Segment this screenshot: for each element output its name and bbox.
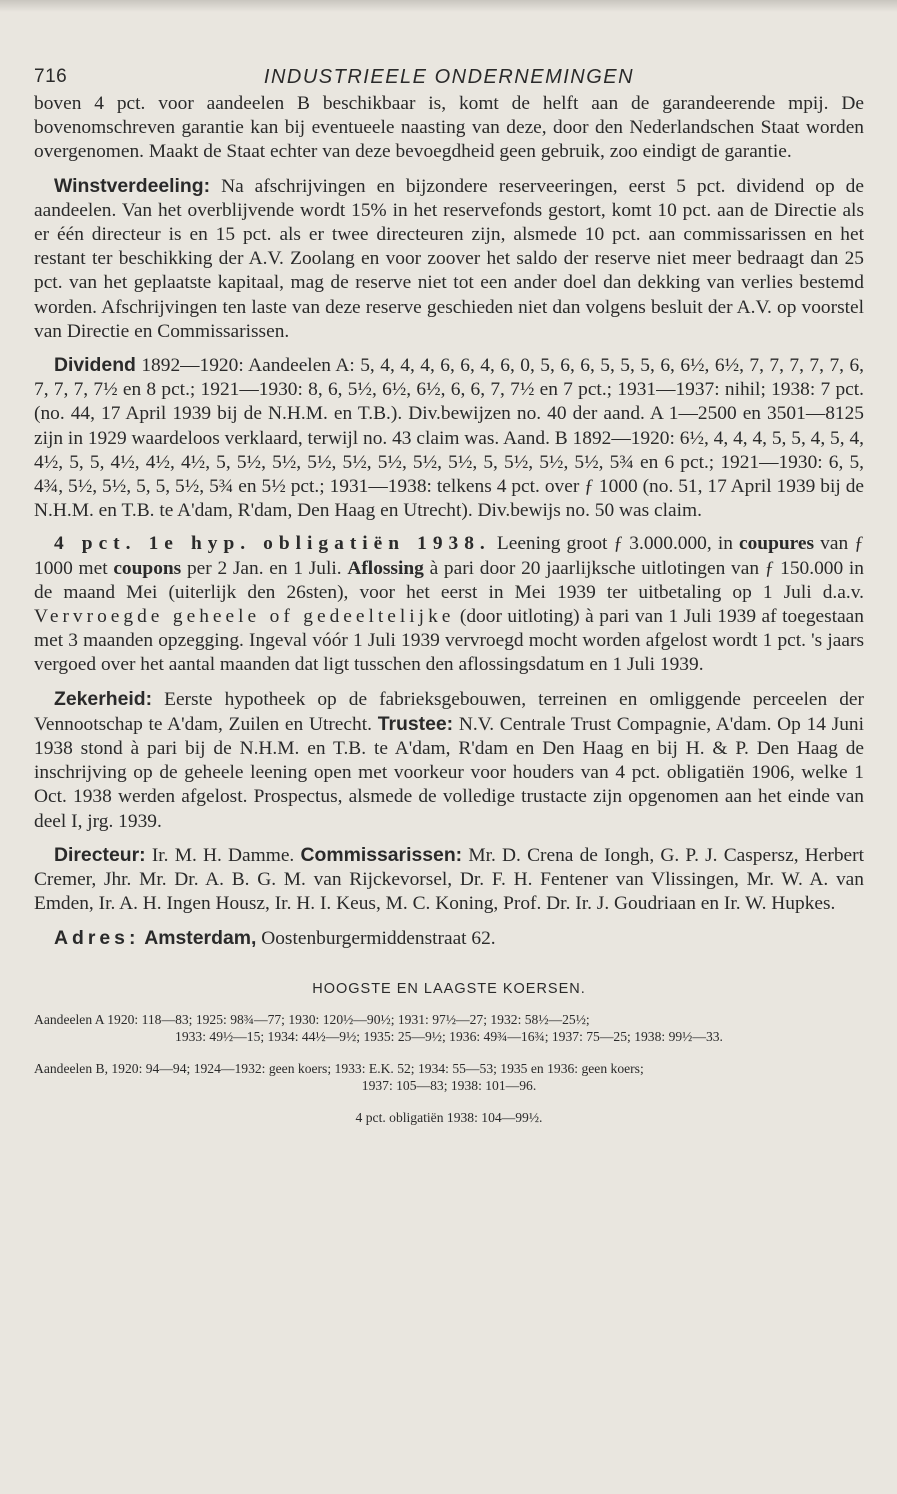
paragraph-text: Eerste hypotheek op de fabrieksgebouwen, terreinen en omliggende perceelen der Vennootschap te A'dam, Zuilen en Utrecht. xyxy=(34,688,864,735)
paragraph-text: Leening groot ƒ 3.000.000, in xyxy=(496,533,733,555)
paragraph-text: Na afschrijvingen en bijzondere reserveeringen, eerst 5 pct. dividend op de aandeelen. Van het overblijvende wordt 15% in het reservefonds gestort, komt 10 pct. aan de Directie als er één directeur is en 15 pct. als er twee directeuren zijn, alsmede 10 pct. aan commissarissen en het restant ter beschikking der A.V. Zoolang en voor zoover het saldo der reserve niet meer bedraagt dan 25 pct. van het geplaatste kapitaal, mag de reserve niet tot een ander doel dan dekking van verlies bestemd worden. Afschrijvingen ten laste van deze reserve geschieden niet dan volgens besluit der A.V. op voorstel van Directie en Commissarissen. xyxy=(34,175,864,342)
paragraph-management xyxy=(34,843,864,917)
spaced-emphasis: Vervroegde geheele of gedeeltelijke xyxy=(34,606,455,628)
term-aflossing: Aflossing xyxy=(347,557,424,579)
term-coupons: coupons xyxy=(113,557,182,579)
price-line: Aandeelen B, 1920: 94—94; 1924—1932: geen koers; 1933: E.K. 52; 1934: 55—53; 1935 en 1936: geen koers; xyxy=(34,1060,644,1076)
paragraph-text: per 2 Jan. en 1 Juli. xyxy=(186,557,342,579)
paragraph-guarantee xyxy=(34,92,864,165)
page-number: 716 xyxy=(34,66,68,87)
bond-title: 4 pct. 1e hyp. obligatiën 1938. xyxy=(54,533,491,555)
running-title: INDUSTRIEELE ONDERNEMINGEN xyxy=(263,66,635,88)
section-label-zekerheid: Zekerheid: xyxy=(54,687,153,710)
section-label-adres: Adres: xyxy=(54,926,140,949)
address-city: Amsterdam, xyxy=(144,926,257,949)
price-block-shares-b xyxy=(34,1060,864,1095)
price-table-heading: HOOGSTE EN LAAGSTE KOERSEN. xyxy=(312,980,586,997)
paragraph-text: à pari door 20 jaarlijksche uitlotingen van ƒ 150.000 in de maand Mei (uiterlijk den 26sten), voor het eerst in Mei 1939 ter uitbetaling op 1 Juli d.a.v. xyxy=(34,557,864,603)
document-page xyxy=(34,60,864,1126)
paragraph-bonds xyxy=(34,532,864,677)
running-header xyxy=(34,60,864,92)
paragraph-text: van ƒ 1000 met xyxy=(34,533,864,579)
paragraph-text: N.V. Centrale Trust Compagnie, A'dam. Op 14 Juni 1938 stond à pari bij de N.H.M. en T.B. te A'dam, R'dam en Den Haag en bij H. & P. Den Haag de inschrijving op de geheele leening open met voorkeur voor houders van 4 pct. obligatiën 1906, welke 1 Oct. 1938 werden afgelost. Prospectus, alsmede de volledige trustacte zijn opgenomen aan het einde van deel I, jrg. 1939. xyxy=(34,713,865,832)
price-line: Aandeelen A 1920: 118—83; 1925: 98¾—77; 1930: 120½—90½; 1931: 97½—27; 1932: 58½—25½; xyxy=(34,1011,590,1027)
paragraph-text: Mr. D. Crena de Iongh, G. P. J. Caspersz, Herbert Cremer, Jhr. Mr. Dr. A. B. G. M. van Rijckevorsel, Dr. F. H. Fentener van Vlissingen, Mr. W. A. van Emden, Ir. A. H. Ingen Housz, Ir. H. I. Keus, M. C. Koning, Prof. Dr. Ir. J. Goudriaan en Ir. W. Hupkes. xyxy=(34,844,864,915)
paragraph-dividend xyxy=(34,353,864,523)
paragraph-profit-distribution xyxy=(34,174,864,344)
paragraph-security xyxy=(34,687,864,834)
price-block-bonds xyxy=(34,1109,864,1127)
address-street: Oostenburgermiddenstraat 62. xyxy=(261,927,496,949)
paragraph-text: Ir. M. H. Damme. xyxy=(151,844,295,866)
paragraph-address xyxy=(34,926,864,951)
section-label-dividend: Dividend xyxy=(54,354,136,377)
paragraph-text: 1892—1920: Aandeelen A: 5, 4, 4, 4, 6, 6, 4, 6, 0, 5, 6, 6, 5, 5, 5, 6, 6½, 6½, 7, 7, 7, 7, 7, 6, 7, 7, 7, 7½ en 8 pct.; 1921—1930: 8, 6, 5½, 6½, 6½, 6, 6, 7, 7½ en 7 pct.; 1931—1937: nihil; 1938: 7 pct. (no. 44, 17 April 1939 bij de N.H.M. en T.B.). Div.bewijzen no. 40 der aand. A 1—2500 en 3501—8125 zijn in 1929 waardeloos verklaard, terwijl no. 43 claim was. Aand. B 1892—1920: 6½, 4, 4, 4, 5, 5, 4, 5, 4, 4½, 5, 5, 4½, 4½, 4½, 5, 5½, 5½, 5½, 5½, 5½, 5½, 5½, 5, 5½, 5½, 5½, 5¾ en 6 pct.; 1921—1930: 6, 5, 4¾, 5½, 5½, 5, 5, 5½, 5¾ en 5½ pct.; 1931—1938: telkens 4 pct. over ƒ 1000 (no. 51, 17 April 1939 bij de N.H.M. en T.B. te A'dam, R'dam, Den Haag en Utrecht). Div.bewijs no. 50 was claim. xyxy=(34,355,864,522)
paragraph-text: (door uitloting) à pari van 1 Juli 1939 af toegestaan met 3 maanden opzegging. Ingeval vóór 1 Juli 1939 vervroegd mocht worden afgelost wordt 1 pct. 's jaars vergoed over het aantal maanden dat ligt tusschen den aflossingsdatum en 1 Juli 1939. xyxy=(34,606,864,676)
scan-top-edge xyxy=(0,0,897,12)
section-label-winstverdeeling: Winstverdeeling: xyxy=(54,174,211,197)
term-coupures: coupures xyxy=(739,533,815,555)
price-line: 1937: 105—83; 1938: 101—96. xyxy=(361,1078,537,1094)
price-line: 1933: 49½—15; 1934: 44½—9½; 1935: 25—9½; 1936: 49¾—16¾; 1937: 75—25; 1938: 99½—33. xyxy=(175,1029,723,1045)
section-label-commissarissen: Commissarissen: xyxy=(300,843,463,866)
section-label-directeur: Directeur: xyxy=(54,843,146,866)
section-label-trustee: Trustee: xyxy=(377,712,454,735)
price-block-shares-a xyxy=(34,1011,864,1046)
paragraph-text: boven 4 pct. voor aandeelen B beschikbaar is, komt de helft aan de garandeerende mpij. De bovenomschreven garantie kan bij eventueele naasting van deze, door den Nederlandschen Staat worden overgenomen. Maakt de Staat echter van deze bevoegdheid geen gebruik, zoo eindigt de garantie. xyxy=(34,93,864,163)
price-line: 4 pct. obligatiën 1938: 104—99½. xyxy=(355,1109,543,1125)
